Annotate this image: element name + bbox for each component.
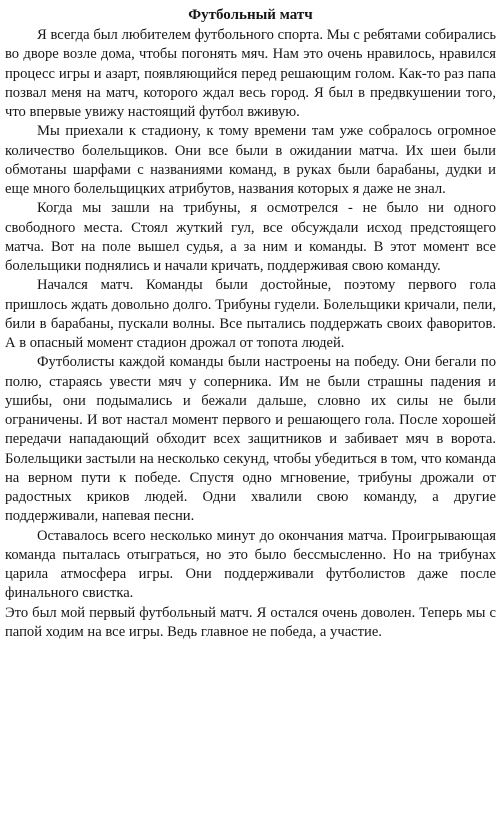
paragraph-4: Начался матч. Команды были достойные, поэтому первого гола пришлось ждать довольно долго. Трибуны гудели. Болельщики кричали, пели, били в барабаны, пускали волны. Все пытались поддержать своих фаворитов. А в опасный момент стадион дрожал от топота людей. [5, 277, 496, 351]
paragraph-2: Мы приехали к стадиону, к тому времени там уже собралось огромное количество болельщиков. Они все были в ожидании матча. Их шеи были обмотаны шарфами с названиями команд, в руках были барабаны, дудки и еще много болельщицких атрибутов, названия которых я даже не знал. [5, 123, 496, 197]
paragraph-6: Оставалось всего несколько минут до окончания матча. Проигрывающая команда пыталась отыграться, но это было бессмысленно. Но на трибунах царила атмосфера игры. Они поддерживали футболистов даже после финального свистка. [5, 527, 496, 602]
paragraph-7: Это был мой первый футбольный матч. Я остался очень доволен. Теперь мы с папой ходим на все игры. Ведь главное не победа, а участие. [5, 604, 496, 640]
paragraph-1: Я всегда был любителем футбольного спорта. Мы с ребятами собирались во дворе возле дома, чтобы погонять мяч. Нам это очень нравилось, нравился процесс игры и азарт, появляющийся перед решающим голом. Как-то раз папа позвал меня на матч, которого ждал весь город. Я был в предвкушении того, что впервые увижу настоящий футбол вживую. [5, 27, 496, 120]
paragraph-3: Когда мы зашли на трибуны, я осмотрелся - не было ни одного свободного места. Стоял жуткий гул, все обсуждали исход предстоящего матча. Вот на поле вышел судья, а за ним и команды. В этот момент все болельщики поднялись и начали кричать, поддерживая свою команду. [5, 200, 496, 274]
document-title: Футбольный матч [188, 7, 313, 23]
paragraph-5: Футболисты каждой команды были настроены на победу. Они бегали по полю, стараясь увести мяч у соперника. Им не были страшны падения и ушибы, они подымались и бежали дальше, словно их силы не были ограничены. И вот настал момент первого и решающего гола. После хорошей передачи нападающий обходит всех защитников и забивает мяч в ворота. Болельщики застыли на несколько секунд, чтобы убедиться в том, что команда на верном пути к победе. Спустя одно мгновение, трибуны дрожали от радостных криков людей. Одни хвалили свою команду, а другие поддерживали, напевая песни. [5, 354, 496, 525]
